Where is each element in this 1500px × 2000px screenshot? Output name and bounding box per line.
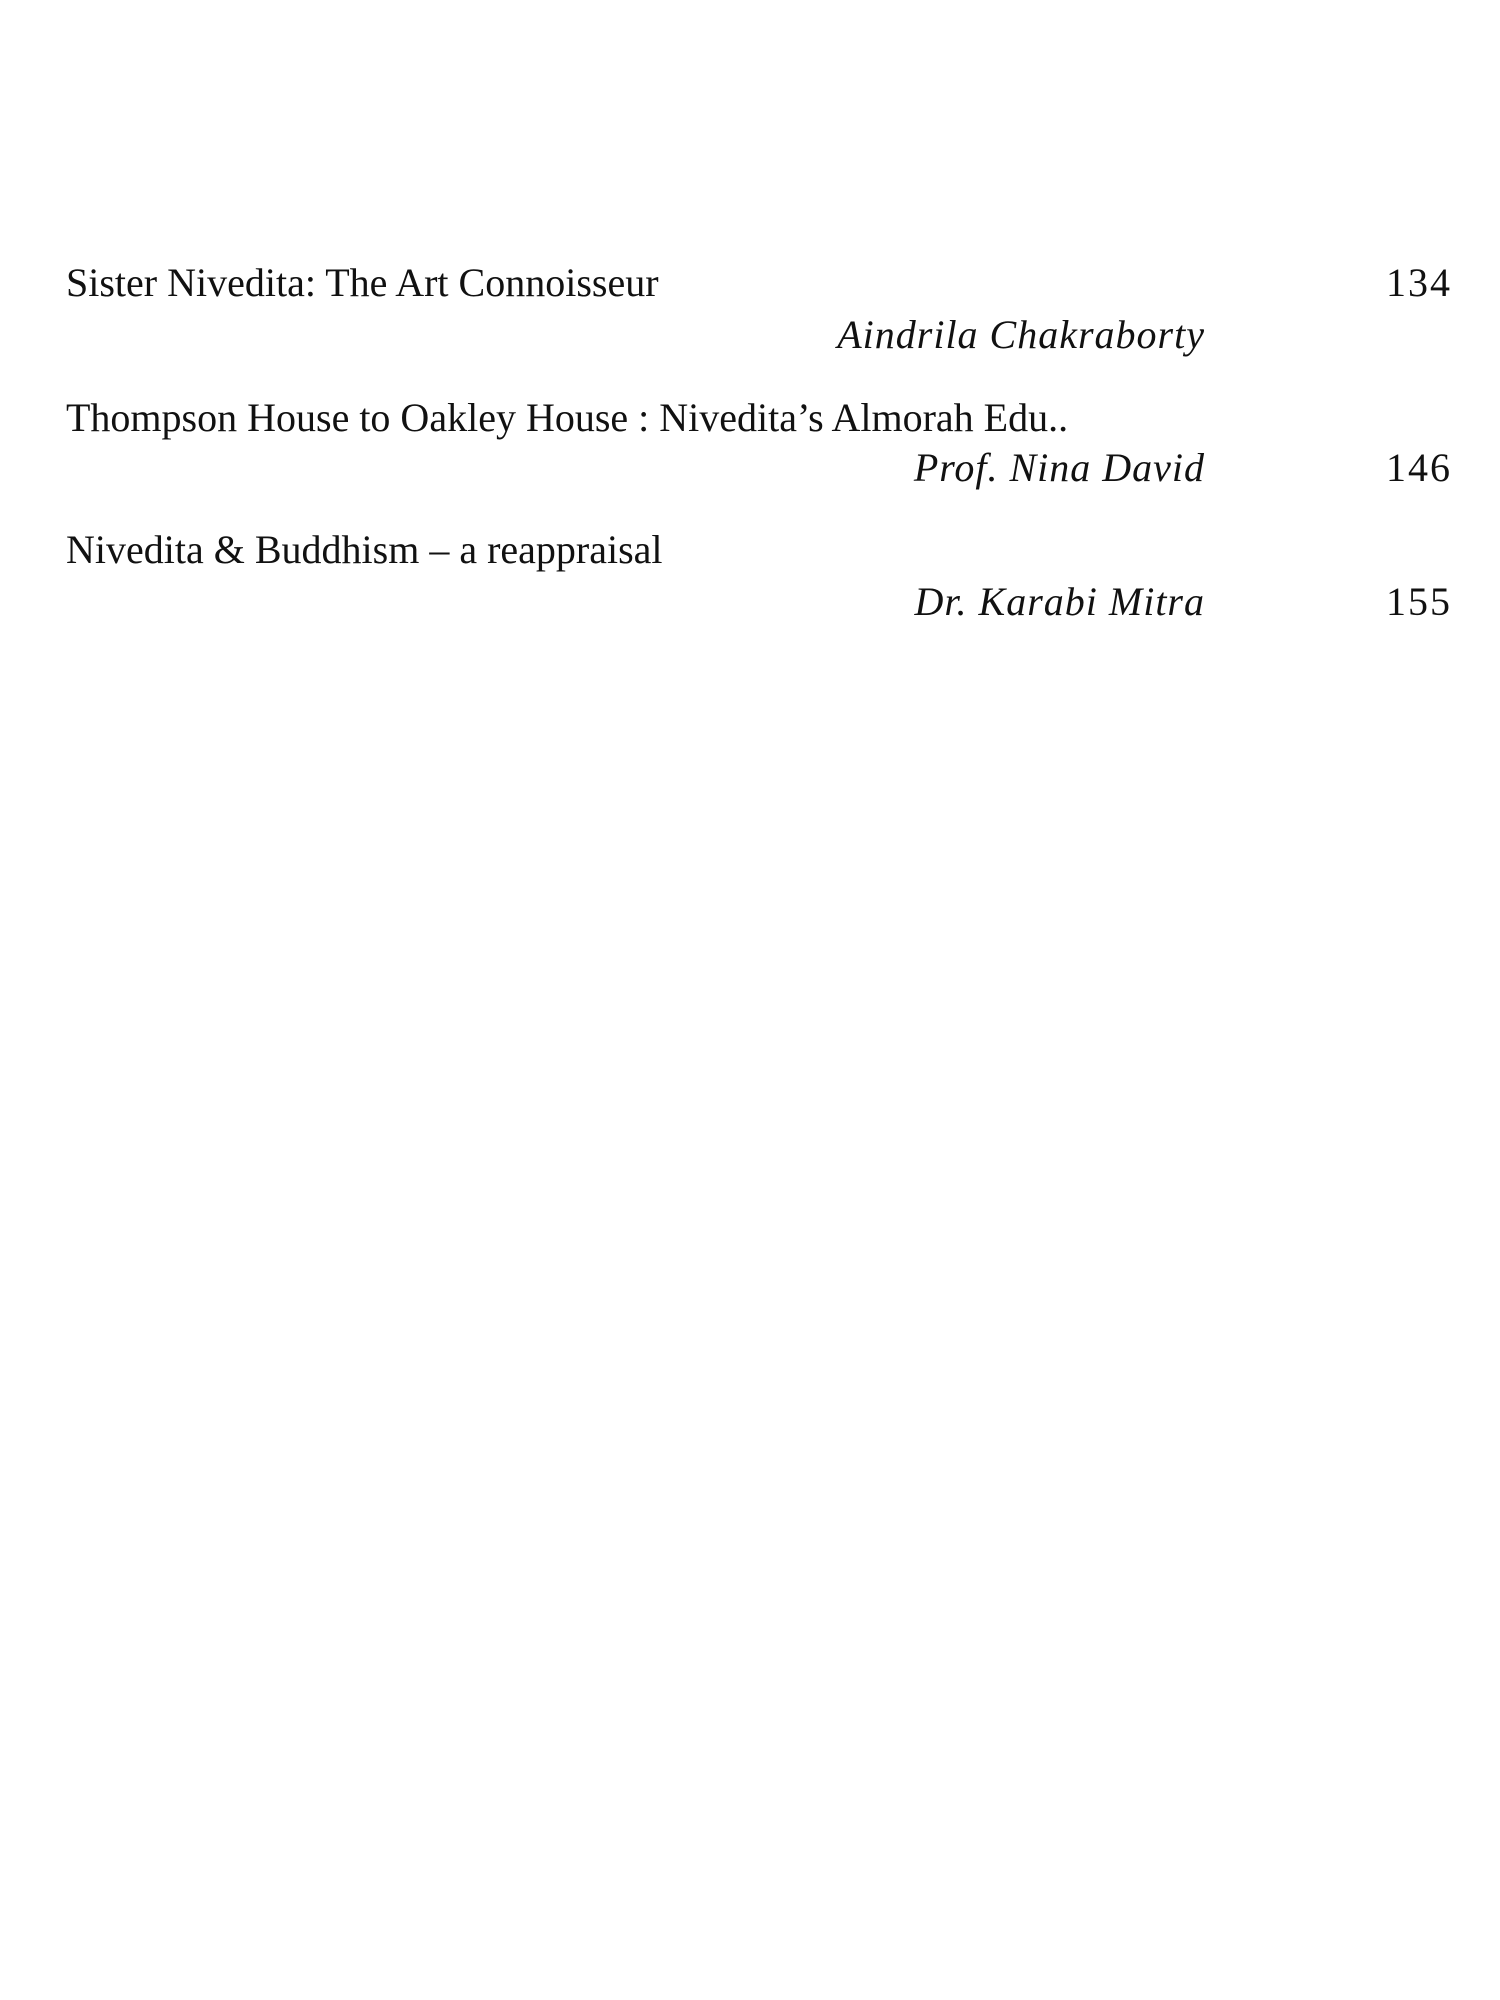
- toc-entry-page-number: 134: [1386, 260, 1452, 305]
- toc-entry-author: Aindrila Chakraborty: [837, 312, 1205, 357]
- toc-entry-title: Nivedita & Buddhism – a reappraisal: [66, 527, 663, 572]
- toc-entry-page-number: 155: [1386, 579, 1452, 624]
- toc-entry-title: Sister Nivedita: The Art Connoisseur: [66, 260, 659, 305]
- toc-entry-author: Dr. Karabi Mitra: [914, 579, 1205, 624]
- toc-entry-page-number: 146: [1386, 445, 1452, 490]
- toc-entry-title: Thompson House to Oakley House : Nivedita’s Almorah Edu..: [66, 395, 1069, 440]
- toc-entry-author: Prof. Nina David: [913, 445, 1205, 490]
